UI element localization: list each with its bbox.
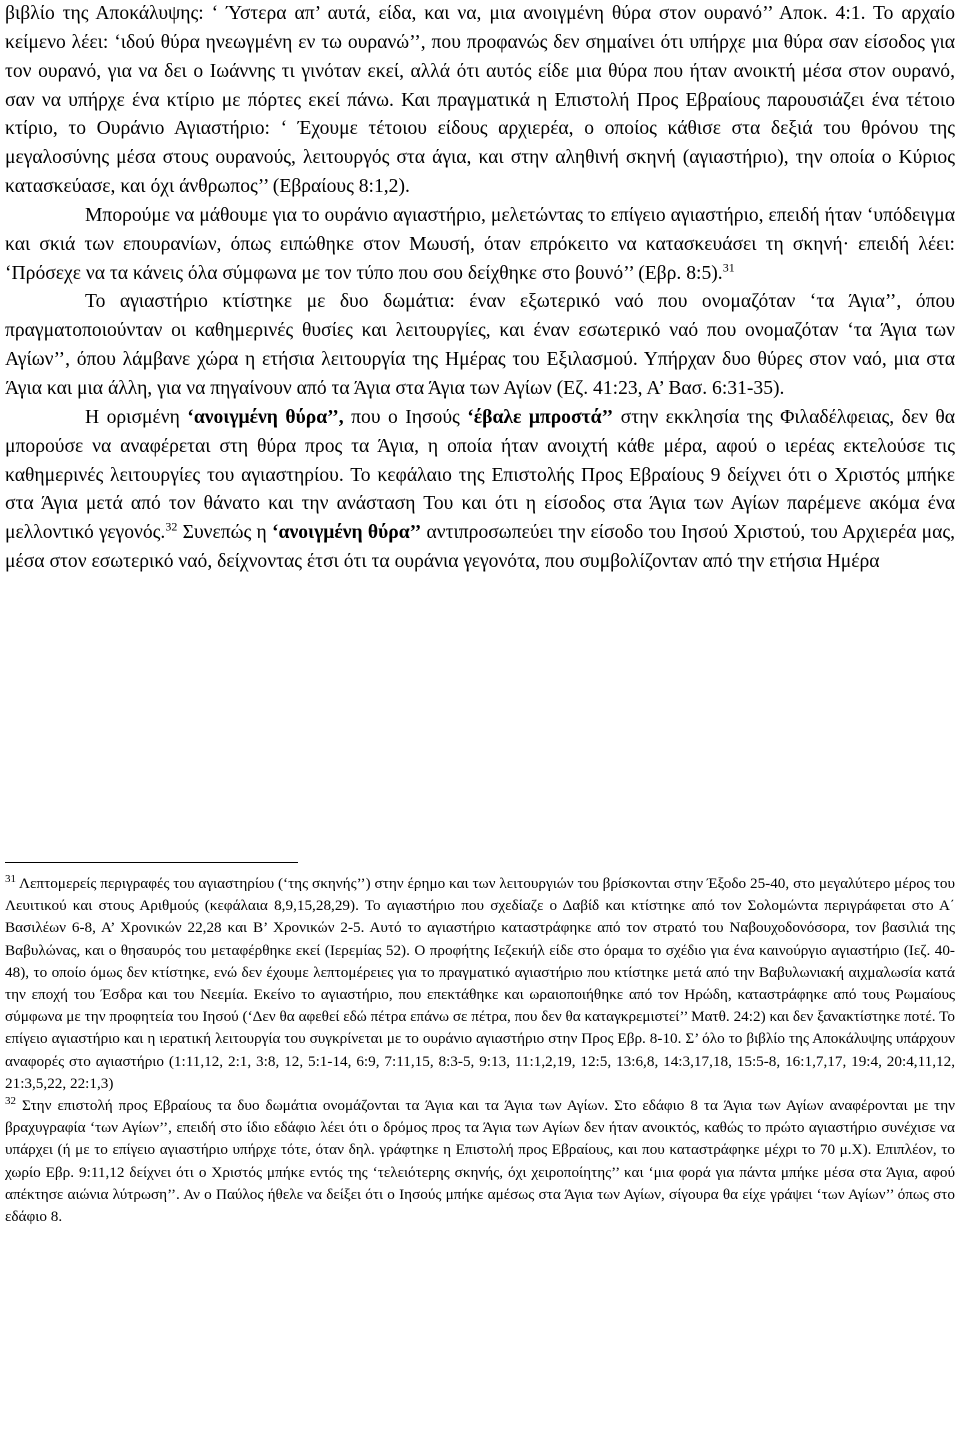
- main-text: [5, 0, 955, 577]
- paragraph-4-text-f: Συνεπώς η: [182, 522, 267, 544]
- paragraph-4: [5, 404, 955, 577]
- paragraph-3-text: Το αγιαστήριο κτίστηκε με δυο δωμάτια: έναν εξωτερικό ναό που ονομαζόταν ‘τα Άγια’’, όπου πραγματοποιούνταν οι καθημερινές θυσίες και λειτουργίες, και έναν εσωτερικό ναό που ονομαζόταν ‘τα Άγια των Αγίων’’, όπου λάμβανε χώρα η ετήσια λειτουργία της Ημέρας του Εξιλασμού. Υπήρχαν δυο θύρες στον ναό, μια στα Άγια και μια άλλη, για να πηγαίνουν από τα Άγια στα Άγια των Αγίων (Εζ. 41:23, Α’ Βασ. 6:31-35).: [5, 291, 955, 399]
- footnote-ref-31[interactable]: 31: [722, 260, 735, 275]
- paragraph-4-text-e: στην εκκλησία της Φιλαδέλφειας, δεν θα μπορούσε να αναφέρεται στη θύρα προς τα Άγια, η οποία ήταν ανοιχτή κάθε μέρα, αφού ο ιερέας εκτελούσε τις καθημερινές λειτουργίες του αγιαστηρίου. Το κεφάλαιο της Επιστολής Προς Εβραίους 9 δείχνει ότι ο Χριστός μπήκε στα Άγια μετά από τον θάνατο και την ανάσταση Του και ότι η είσοδος στα Άγια των Αγίων παρέμενε ακόμα ένα μελλοντικό γεγονός.: [5, 406, 955, 544]
- paragraph-4-text-c: που ο Ιησούς: [351, 406, 460, 428]
- footnote-32: [5, 1095, 955, 1228]
- footnote-ref-32[interactable]: 32: [165, 519, 178, 534]
- paragraph-4-text-h: αντιπροσωπεύει την είσοδο του Ιησού Χριστού, του Αρχιερέα μας, μέσα στον εσωτερικό ναό, δείχνοντας έτσι ότι τα ουράνια γεγονότα, που συμβολίζονταν από την ετήσια Ημέρα: [5, 522, 956, 573]
- footnote-31: [5, 873, 955, 1095]
- emphasis-open-door-2: ‘ανοιγμένη θύρα’’: [272, 522, 422, 544]
- footnotes: [5, 873, 955, 1228]
- footnote-31-number: 31: [5, 872, 16, 885]
- footnote-separator: [5, 862, 298, 863]
- paragraph-3: [5, 288, 955, 403]
- footnote-31-text: Λεπτομερείς περιγραφές του αγιαστηρίου (‘της σκηνής’’) στην έρημο και των λειτουργιών του βρίσκονται στην Έξοδο 25-40, στο μεγαλύτερο μέρος του Λευιτικού και στους Αριθμούς (κεφάλαια 8,9,15,28,29). Το αγιαστήριο που σχεδίαζε ο Δαβίδ και κτίστηκε από τον Σολομώντα περιγράφεται στο Α΄ Βασιλέων 6-8, Α’ Χρονικών 22,28 και Β’ Χρονικών 2-5. Αυτό το αγιαστήριο καταστράφηκε από τον στρατό του Ναβουχοδονόσορα, τον βασιλιά της Βαβυλώνας, και ο θησαυρός του μεταφέρθηκε εκεί (Ιερεμίας 52). Ο προφήτης Ιεζεκιήλ είδε στο όραμα το σχέδιο για ένα καινούργιο αγιαστήριο (Ιεζ. 40-48), το οποίο όμως δεν κτίστηκε, ενώ δεν έχουμε λεπτομέρειες για το πραγματικό αγιαστήριο που κτίστηκε μετά από την Βαβυλωνιακή αιχμαλωσία κατά την εποχή του Έσδρα και του Νεεμία. Εκείνο το αγιαστήριο, που επεκτάθηκε και ωραιοποιήθηκε από τον Ηρώδη, καταστράφηκε από τους Ρωμαίους σύμφωνα με την προφητεία του Ιησού (‘Δεν θα αφεθεί εδώ πέτρα επάνω σε πέτρα, που δεν θα καταγκρεμιστεί’’ Ματθ. 24:2) και δεν ξανακτίστηκε ποτέ. Το επίγειο αγιαστήριο και η ιερατική λειτουργία του συγκρίνεται με το ουράνιο αγιαστήριο στην Προς Εβρ. 8-10. Σ’ όλο το βιβλίο της Αποκάλυψης υπάρχουν αναφορές στο αγιαστήριο (1:11,12, 2:1, 3:8, 12, 5:1-14, 6:9, 7:11,15, 8:3-5, 9:13, 11:1,2,19, 12:5, 13:6,8, 14:3,17,18, 15:5-8, 16:1,7,17, 19:4, 20:4,11,12, 21:3,5,22, 22:1,3): [5, 875, 955, 1092]
- paragraph-2: [5, 202, 955, 289]
- paragraph-1-text: βιβλίο της Αποκάλυψης: ‘ Ύστερα απ’ αυτά, είδα, και να, μια ανοιγμένη θύρα στον ουρανό’’ Αποκ. 4:1. Το αρχαίο κείμενο λέει: ‘ιδού θύρα ηνεωγμένη εν τω ουρανώ’’, που προφανώς δεν σημαίνει ότι υπήρχε μια θύρα σαν είσοδος για τον ουρανό, για να δει ο Ιωάννης τι γινόταν εκεί, αλλά ότι αυτός είδε μια θύρα που ήταν ανοικτή μέσα στον ουρανό, σαν να υπήρχε ένα κτίριο με πόρτες εκεί πάνω. Και πραγματικά η Επιστολή Προς Εβραίους παρουσιάζει ένα τέτοιο κτίριο, το Ουράνιο Αγιαστήριο: ‘ Έχουμε τέτοιου είδους αρχιερέα, ο οποίος κάθισε στα δεξιά του θρόνου της μεγαλοσύνης μέσα στους ουρανούς, λειτουργός στα άγια, και στην αληθινή σκηνή (αγιαστήριο), την οποία ο Κύριος κατασκεύασε, και όχι άνθρωπος’’ (Εβραίους 8:1,2).: [5, 3, 955, 198]
- emphasis-set-before: ‘έβαλε μπροστά’’: [467, 406, 614, 428]
- footnote-32-text: Στην επιστολή προς Εβραίους τα δυο δωμάτια ονομάζονται τα Άγια και τα Άγια των Αγίων. Στο εδάφιο 8 τα Άγια των Αγίων αναφέρονται με την βραχυγραφία ‘των Αγίων’’, επειδή στο ίδιο εδάφιο λέει ότι ο δρόμος προς τα Άγια των Αγίων δεν ήταν ανοικτός, καθώς το πρώτο αγιαστήριο συνέχισε να υπάρχει (ή με το επίγειο αγιαστήριο υπήρχε τότε, όταν δηλ. γράφτηκε η Επιστολή προς Εβραίους, και που καταστράφηκε μέχρι το 70 μ.Χ). Επιπλέον, το χωρίο Εβρ. 9:11,12 δείχνει ότι ο Χριστός μπήκε εντός της ‘τελειότερης σκηνής, όχι χειροποίητης’’ και ‘μια φορά για πάντα μπήκε μέσα στα Άγια, αφού απέκτησε αιώνια λύτρωση’’. Αν ο Παύλος ήθελε να δείξει ότι ο Ιησούς μπήκε αμέσως στα Άγια των Αγίων, σίγουρα θα είχε γράψει ‘των Αγίων’’ όπως στο εδάφιο 8.: [5, 1097, 956, 1226]
- paragraph-1: [5, 0, 955, 202]
- emphasis-open-door: ‘ανοιγμένη θύρα’’,: [187, 406, 344, 428]
- paragraph-2-text: Μπορούμε να μάθουμε για το ουράνιο αγιαστήριο, μελετώντας το επίγειο αγιαστήριο, επειδή ήταν ‘υπόδειγμα και σκιά των επουρανίων, όπως ειπώθηκε στον Μωυσή, όταν επρόκειτο να κατασκευάσει τη σκηνή· επειδή λέει: ‘Πρόσεχε να τα κάνεις όλα σύμφωνα με τον τύπο που σου δείχθηκε στο βουνό’’ (Εβρ. 8:5).: [5, 204, 955, 284]
- footnote-32-number: 32: [5, 1094, 16, 1107]
- paragraph-4-text-a: Η ορισμένη: [85, 406, 180, 428]
- document-page: [5, 0, 955, 577]
